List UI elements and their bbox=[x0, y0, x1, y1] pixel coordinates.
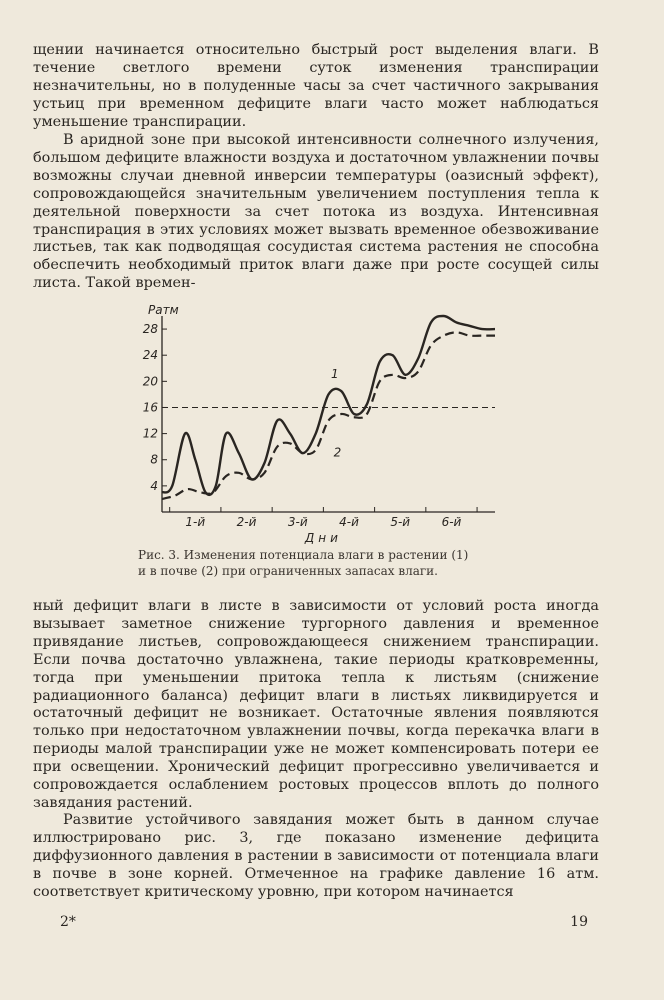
paragraph-3: ный дефицит влаги в листе в зависимости от условий роста иногда вызывает заметное снижение тургорного давления и временное привядание листьев, сопровождающееся снижением транспирации. Если почва достаточно увлажнена, такие периоды кратковременны, тогда при уменьшении притока тепла к листьям (снижение радиационного баланса) дефицит влаги в листьях ликвидируется и остаточный дефицит не возникает. Остаточные явления появляются только при недостаточном увлажнении почвы, когда перекачка влаги в периоды малой транспирации уже не может компенсировать потери ее при освещении. Хронический дефицит прогрессивно увеличивается и сопровождается ослаблением ростовых процессов вплоть до полного завядания растений. bbox=[33, 598, 599, 811]
x-tick-label: 2-й bbox=[236, 515, 257, 529]
x-tick-label: 6-й bbox=[441, 515, 462, 529]
y-tick-label: 20 bbox=[142, 374, 158, 389]
caption-line-1: Рис. 3. Изменения потенциала влаги в растении (1) bbox=[138, 548, 469, 562]
y-tick-label: 16 bbox=[142, 400, 158, 415]
series-2-line bbox=[162, 332, 495, 499]
paragraph-1: щении начинается относительно быстрый рост выделения влаги. В течение светлого времени суток изменения транспирации незначительны, но в полуденные часы за счет частичного закрывания устьиц при временном дефиците влаги часто может наблюдаться уменьшение транспирации. bbox=[33, 42, 599, 130]
y-tick-label: 8 bbox=[150, 452, 158, 467]
series-annotation: 2 bbox=[333, 445, 342, 460]
y-tick-label: 12 bbox=[142, 426, 158, 441]
series-1-line bbox=[162, 316, 495, 495]
y-tick-label: 24 bbox=[142, 348, 158, 363]
signature-mark: 2* bbox=[60, 914, 76, 930]
x-axis-label: Дни bbox=[304, 531, 342, 544]
y-axis-label: Ратм bbox=[148, 304, 179, 317]
caption-line-2: и в почве (2) при ограниченных запасах влаги. bbox=[138, 564, 438, 578]
x-tick-label: 3-й bbox=[287, 515, 308, 529]
y-tick-label: 28 bbox=[142, 322, 158, 337]
y-tick-label: 4 bbox=[150, 478, 158, 493]
page-number: 19 bbox=[570, 914, 588, 930]
x-tick-label: 1-й bbox=[185, 515, 206, 529]
chart-svg bbox=[130, 304, 510, 544]
series-annotation: 1 bbox=[331, 367, 339, 382]
paragraph-4: Развитие устойчивого завядания может быть в данном случае иллюстрировано рис. 3, где показано изменение дефицита диффузионного давления в растении в зависимости от потенциала влаги в почве в зоне корней. Отмеченное на графике давление 16 атм. соответствует критическому уровню, при котором начинается bbox=[33, 812, 599, 900]
x-tick-label: 5-й bbox=[390, 515, 411, 529]
x-tick-label: 4-й bbox=[339, 515, 359, 529]
figure-caption bbox=[138, 547, 578, 579]
paragraph-2: В аридной зоне при высокой интенсивности солнечного излучения, большом дефиците влажности воздуха и достаточном увлажнении почвы возможны случаи дневной инверсии температуры (оазисный эффект), сопровождающейся значительным увеличением поступления тепла к деятельной поверхности за счет потока из воздуха. Интенсивная транспирация в этих условиях может вызвать временное обезвоживание листьев, так как подводящая сосудистая система растения не способна обеспечить необходимый приток влаги даже при росте сосущей силы листа. Такой времен- bbox=[33, 132, 599, 292]
figure-3-chart bbox=[130, 304, 510, 544]
